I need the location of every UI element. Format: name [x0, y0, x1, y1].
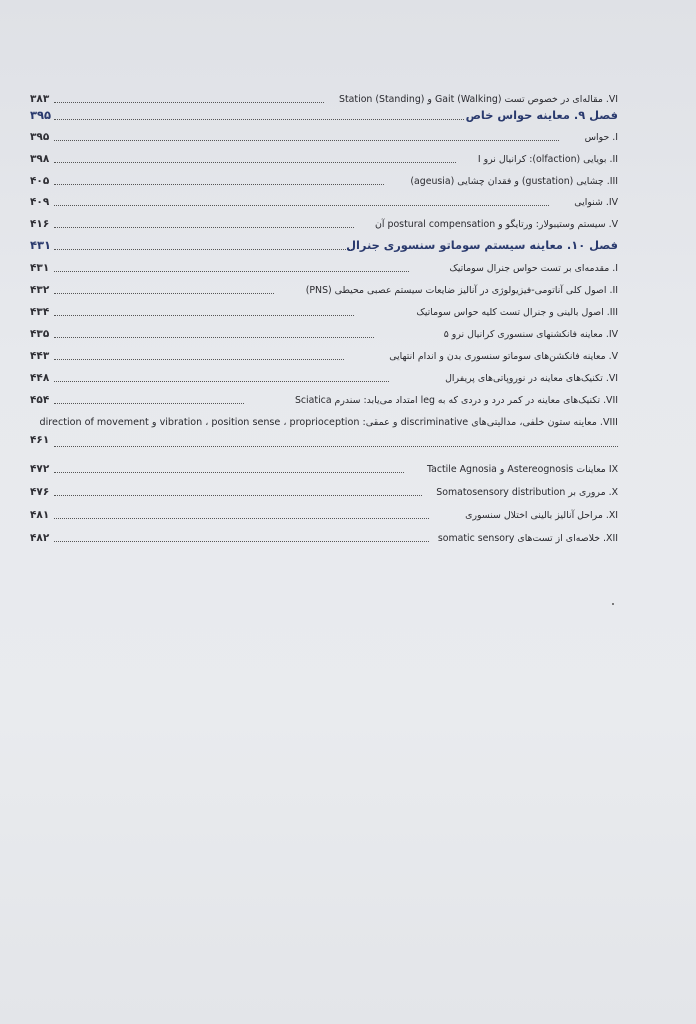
page-number: ۴۱۶	[30, 218, 50, 230]
page-number: ۴۷۲	[30, 463, 50, 475]
entry-title: XII. خلاصه‌ای از تست‌های somatic sensory	[437, 533, 618, 544]
toc-entry-vii-sciatica[interactable]	[28, 385, 618, 407]
entry-title: II. بویایی (olfaction): کرانیال نرو I	[477, 154, 618, 165]
dot-leader	[54, 140, 559, 141]
page-number: ۴۳۱	[30, 238, 52, 252]
dot-leader	[54, 119, 464, 120]
toc-chapter-9[interactable]	[28, 101, 618, 123]
page-number: ۴۴۸	[30, 372, 50, 384]
entry-title: I. مقدمه‌ای بر تست حواس جنرال سوماتیک	[449, 263, 618, 274]
toc-entry-xii-summary[interactable]	[28, 523, 618, 545]
page-number: ۴۴۳	[30, 350, 50, 362]
dot-leader	[54, 359, 344, 360]
entry-title: VIII. معاینه ستون خلفی، مدالیتی‌های discriminative و عمقی: vibration ، position sense ، proprioception و direction of movement	[39, 417, 618, 428]
dot-leader	[54, 495, 422, 496]
entry-title: IX معاینات Astereognosis و Tactile Agnosia	[426, 464, 618, 475]
dot-leader	[54, 184, 384, 185]
toc-entry-ii-olfaction[interactable]	[28, 144, 618, 166]
dot-leader	[54, 541, 429, 542]
paper-speck	[612, 603, 614, 605]
entry-title: X. مروری بر Somatosensory distribution	[436, 487, 618, 498]
dot-leader	[54, 162, 456, 163]
toc-chapter-10[interactable]	[28, 231, 618, 253]
chapter-title: فصل ۱۰. معاینه سیستم سوماتو سنسوری جنرال	[346, 238, 618, 252]
dot-leader-viii	[54, 446, 618, 447]
table-of-contents	[28, 0, 618, 560]
page-number: ۴۳۵	[30, 328, 50, 340]
page-number: ۴۸۱	[30, 509, 50, 521]
entry-title: V. معاینه فانکشن‌های سوماتو سنسوری بدن و اندام انتهایی	[389, 351, 618, 362]
page-number: ۳۸۳	[30, 93, 50, 105]
entry-title: III. اصول بالینی و جنرال تست کلیه حواس سوماتیک	[416, 307, 618, 318]
toc-entry-i-senses[interactable]	[28, 122, 618, 144]
toc-entry-viii-dorsal[interactable]	[4, 407, 618, 429]
entry-title: III. چشایی (gustation) و فقدان چشایی (ageusia)	[410, 176, 618, 187]
dot-leader	[54, 293, 274, 294]
toc-entry-vi-neuropathy[interactable]	[28, 363, 618, 385]
page-number-viii: ۴۶۱	[30, 434, 50, 446]
page-number: ۴۳۱	[30, 262, 50, 274]
dot-leader	[54, 227, 354, 228]
toc-entry-x-somatosensory[interactable]	[28, 477, 618, 499]
entry-title: XI. مراحل آنالیز بالینی اختلال سنسوری	[465, 510, 618, 521]
entry-title: VI. تکنیک‌های معاینه در نوروپاتی‌های پریفرال	[445, 373, 618, 384]
chapter-title: فصل ۹. معاینه حواس خاص	[465, 108, 618, 122]
dot-leader	[54, 205, 549, 206]
toc-entry-iii-clinical[interactable]	[28, 297, 618, 319]
dot-leader	[54, 315, 354, 316]
toc-entry-xi-analysis[interactable]	[28, 500, 618, 522]
dot-leader	[54, 518, 429, 519]
page-number: ۴۵۴	[30, 394, 50, 406]
dot-leader	[54, 403, 244, 404]
entry-title: VI. مقاله‌ای در خصوص تست (Walking) Gait و (Standing) Station	[339, 94, 618, 105]
page-number: ۴۷۶	[30, 486, 50, 498]
page-number: ۴۰۹	[30, 196, 50, 208]
dot-leader	[54, 472, 404, 473]
entry-title: IV. معاینه فانکشنهای سنسوری کرانیال نرو ۵	[443, 329, 618, 340]
entry-title: II. اصول کلی آناتومی-فیزیولوژی در آنالیز ضایعات سیستم عصبی محیطی (PNS)	[305, 285, 618, 296]
page-number: ۳۹۵	[30, 108, 52, 122]
dot-leader	[54, 271, 409, 272]
toc-entry-v-vestibular[interactable]	[28, 209, 618, 231]
toc-entry-ix-tactile[interactable]	[28, 454, 618, 476]
page-number: ۳۹۵	[30, 131, 50, 143]
entry-title: I. حواس	[584, 132, 618, 143]
page-number: ۴۳۴	[30, 306, 50, 318]
dot-leader	[54, 337, 374, 338]
toc-entry-v-body[interactable]	[28, 341, 618, 363]
entry-title: VII. تکنیک‌های معاینه در کمر درد و دردی که به leg امتداد می‌یابد: سندرم Sciatica	[294, 395, 618, 406]
dot-leader	[54, 381, 389, 382]
page-number: ۴۰۵	[30, 175, 50, 187]
entry-title: IV. شنوایی	[574, 197, 618, 208]
toc-entry-iv-cranial[interactable]	[28, 319, 618, 341]
page-number: ۴۳۲	[30, 284, 50, 296]
toc-entry-i-intro[interactable]	[28, 253, 618, 275]
dot-leader	[54, 249, 354, 250]
toc-entry-ii-anatomy[interactable]	[28, 275, 618, 297]
entry-title: V. سیستم وستیبولار: ورتایگو و postural compensation آن	[375, 219, 618, 230]
page-number: ۳۹۸	[30, 153, 50, 165]
toc-entry-iii-gustation[interactable]	[28, 166, 618, 188]
toc-entry-iv-hearing[interactable]	[28, 187, 618, 209]
page-number: ۴۸۲	[30, 532, 50, 544]
